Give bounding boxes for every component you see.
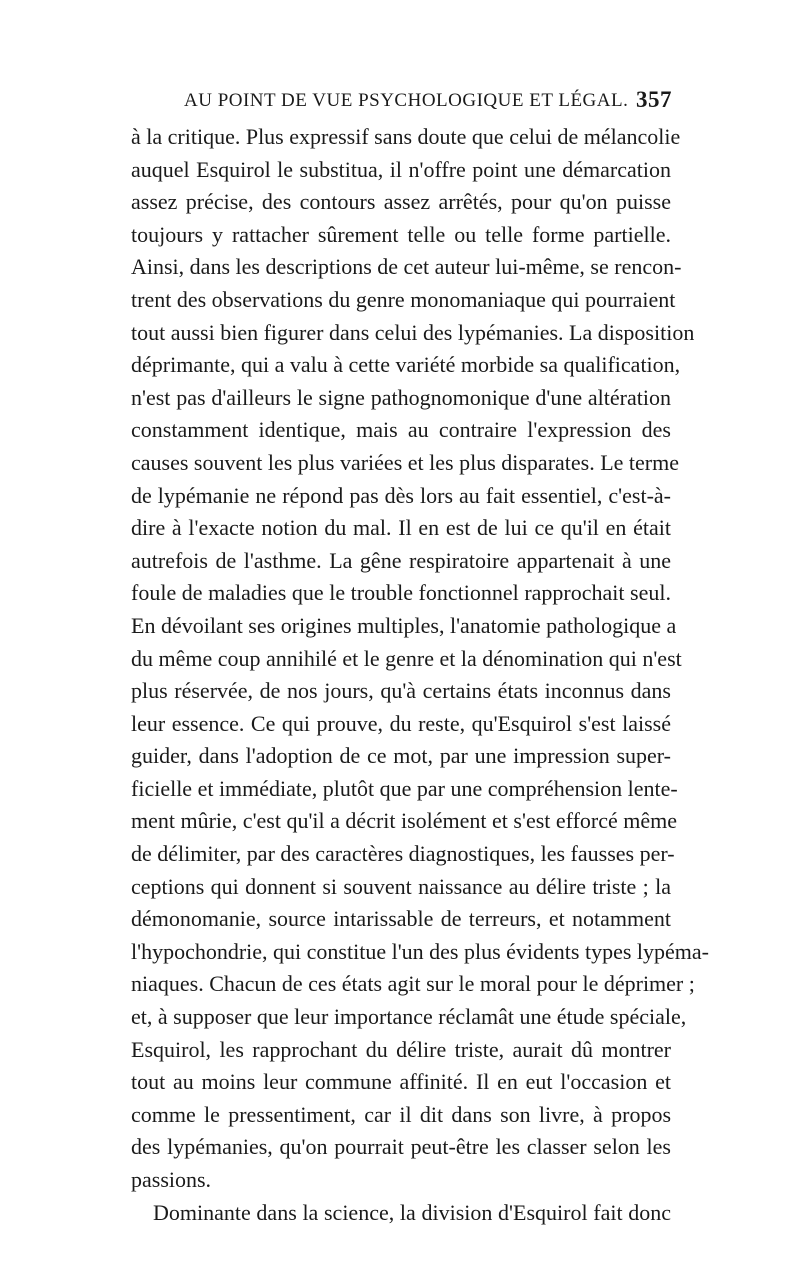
text-line: autrefois de l'asthme. La gêne respiratoire appartenait à une	[131, 547, 671, 573]
text-line: des lypémanies, qu'on pourrait peut-être les classer selon les	[131, 1134, 671, 1160]
text-line: leur essence. Ce qui prouve, du reste, qu'Esquirol s'est laissé	[131, 710, 671, 736]
body-text	[131, 121, 709, 1229]
text-line: Esquirol, les rapprochant du délire triste, aurait dû montrer	[131, 1036, 671, 1062]
text-line: de lypémanie ne répond pas dès lors au fait essentiel, c'est-à-	[131, 482, 671, 508]
page-number: 357	[636, 87, 672, 112]
text-line: assez précise, des contours assez arrêtés, pour qu'on puisse	[131, 189, 671, 215]
running-head-title: AU POINT DE VUE PSYCHOLOGIQUE ET LÉGAL.	[184, 90, 629, 111]
text-line: démonomanie, source intarissable de terreurs, et notamment	[131, 906, 671, 932]
text-line: plus réservée, de nos jours, qu'à certains états inconnus dans	[131, 678, 671, 704]
text-line: toujours y rattacher sûrement telle ou telle forme partielle.	[131, 221, 671, 247]
text-line: niaques. Chacun de ces états agit sur le moral pour le déprimer ;	[131, 971, 695, 997]
text-line: n'est pas d'ailleurs le signe pathognomonique d'une altération	[131, 384, 671, 410]
running-head	[184, 87, 672, 120]
text-line: ceptions qui donnent si souvent naissance au délire triste ; la	[131, 873, 671, 899]
text-line: causes souvent les plus variées et les plus disparates. Le terme	[131, 449, 680, 475]
text-line: guider, dans l'adoption de ce mot, par une impression super-	[131, 743, 671, 769]
text-line: constamment identique, mais au contraire l'expression des	[131, 417, 671, 443]
text-line: tout au moins leur commune affinité. Il en eut l'occasion et	[131, 1069, 671, 1095]
text-line: du même coup annihilé et le genre et la dénomination qui n'est	[131, 645, 682, 671]
text-line: comme le pressentiment, car il dit dans son livre, à propos	[131, 1101, 671, 1127]
text-line: déprimante, qui a valu à cette variété morbide sa qualification,	[131, 352, 681, 378]
text-line: à la critique. Plus expressif sans doute que celui de mélancolie	[131, 124, 681, 149]
text-line: dire à l'exacte notion du mal. Il en est de lui ce qu'il en était	[131, 515, 671, 541]
text-line: auquel Esquirol le substitua, il n'offre point une démarcation	[131, 156, 671, 182]
text-line: l'hypochondrie, qui constitue l'un des plus évidents types lypéma-	[131, 938, 709, 964]
text-line: tout aussi bien figurer dans celui des lypémanies. La disposition	[131, 319, 695, 345]
text-line: de délimiter, par des caractères diagnostiques, les fausses per-	[131, 841, 675, 867]
text-line: trent des observations du genre monomaniaque qui pourraient	[131, 286, 676, 312]
text-line: et, à supposer que leur importance réclamât une étude spéciale,	[131, 1004, 687, 1030]
text-line: En dévoilant ses origines multiples, l'anatomie pathologique a	[131, 612, 677, 638]
text-line: ment mûrie, c'est qu'il a décrit isolément et s'est efforcé même	[131, 808, 678, 834]
text-line: Ainsi, dans les descriptions de cet auteur lui-même, se rencon-	[131, 254, 682, 280]
text-line-paragraph-start: Dominante dans la science, la division d'Esquirol fait donc	[153, 1199, 671, 1225]
text-line: foule de maladies que le trouble fonctionnel rapprochait seul.	[131, 580, 671, 606]
text-line: ficielle et immédiate, plutôt que par une compréhension lente-	[131, 775, 678, 801]
text-line-paragraph-end: passions.	[131, 1167, 212, 1192]
